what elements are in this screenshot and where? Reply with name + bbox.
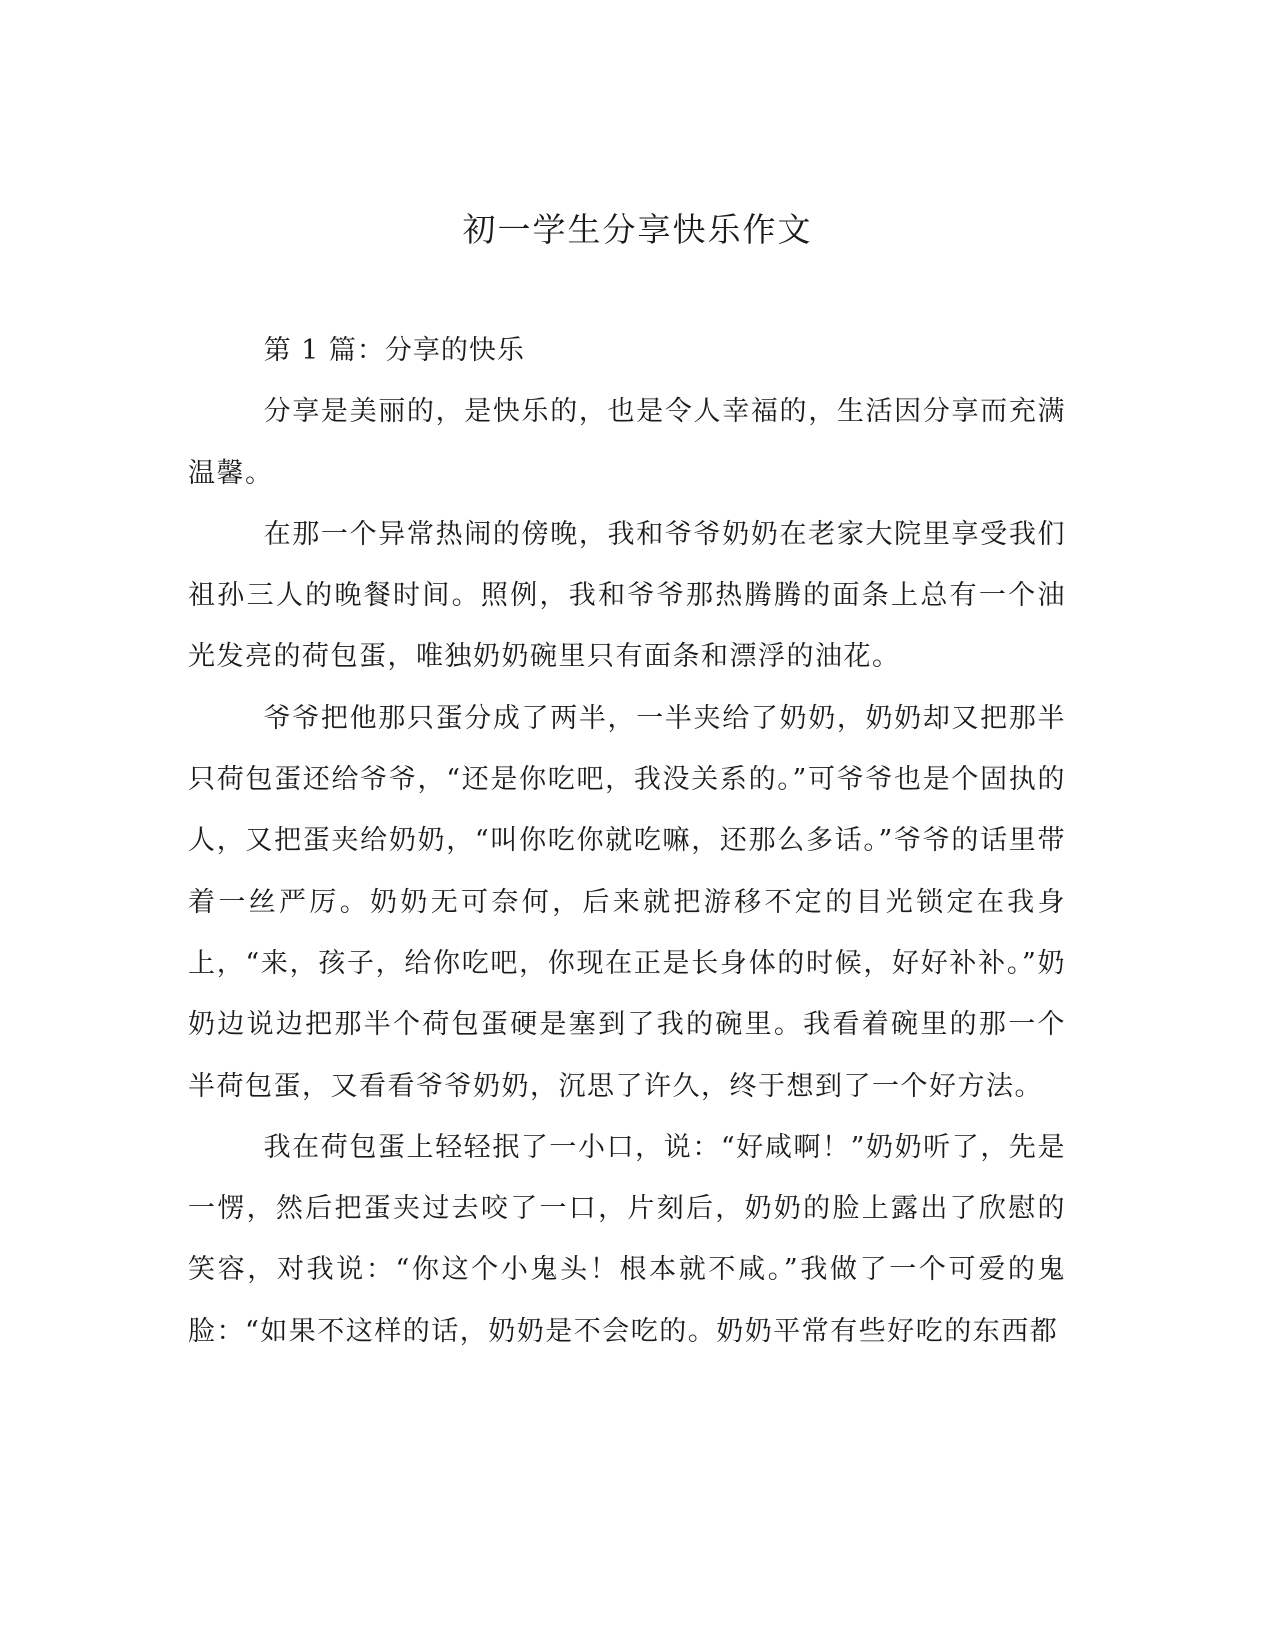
paragraph: 爷爷把他那只蛋分成了两半，一半夹给了奶奶，奶奶却又把那半只荷包蛋还给爷爷，“还是你吃吧，我没关系的。”可爷爷也是个固执的人，又把蛋夹给奶奶，“叫你吃你就吃嘛，还那么多话。”爷爷的话里带着一丝严厉。奶奶无可奈何，后来就把游移不定的目光锁定在我身上，“来，孩子，给你吃吧，你现在正是长身体的时候，好好补补。”奶奶边说边把那半个荷包蛋硬是塞到了我的碗里。我看着碗里的那一个半荷包蛋，又看看爷爷奶奶，沉思了许久，终于想到了一个好方法。 (188, 702, 1066, 1102)
paragraph: 在那一个异常热闹的傍晚，我和爷爷奶奶在老家大院里享受我们祖孙三人的晚餐时间。照例，我和爷爷那热腾腾的面条上总有一个油光发亮的荷包蛋，唯独奶奶碗里只有面条和漂浮的油花。 (188, 518, 1066, 673)
paragraph: 分享是美丽的，是快乐的，也是令人幸福的，生活因分享而充满温馨。 (188, 396, 1066, 489)
section-heading: 第 1 篇：分享的快乐 (263, 335, 525, 366)
page-title: 初一学生分享快乐作文 (462, 210, 813, 249)
paragraph: 我在荷包蛋上轻轻抿了一小口，说：“好咸啊！”奶奶听了，先是一愣，然后把蛋夹过去咬了一口，片刻后，奶奶的脸上露出了欣慰的笑容，对我说：“你这个小鬼头！根本就不咸。”我做了一个可爱的鬼脸：“如果不这样的话，奶奶是不会吃的。奶奶平常有些好吃的东西都 (188, 1131, 1066, 1347)
essay-body (188, 320, 1066, 1362)
